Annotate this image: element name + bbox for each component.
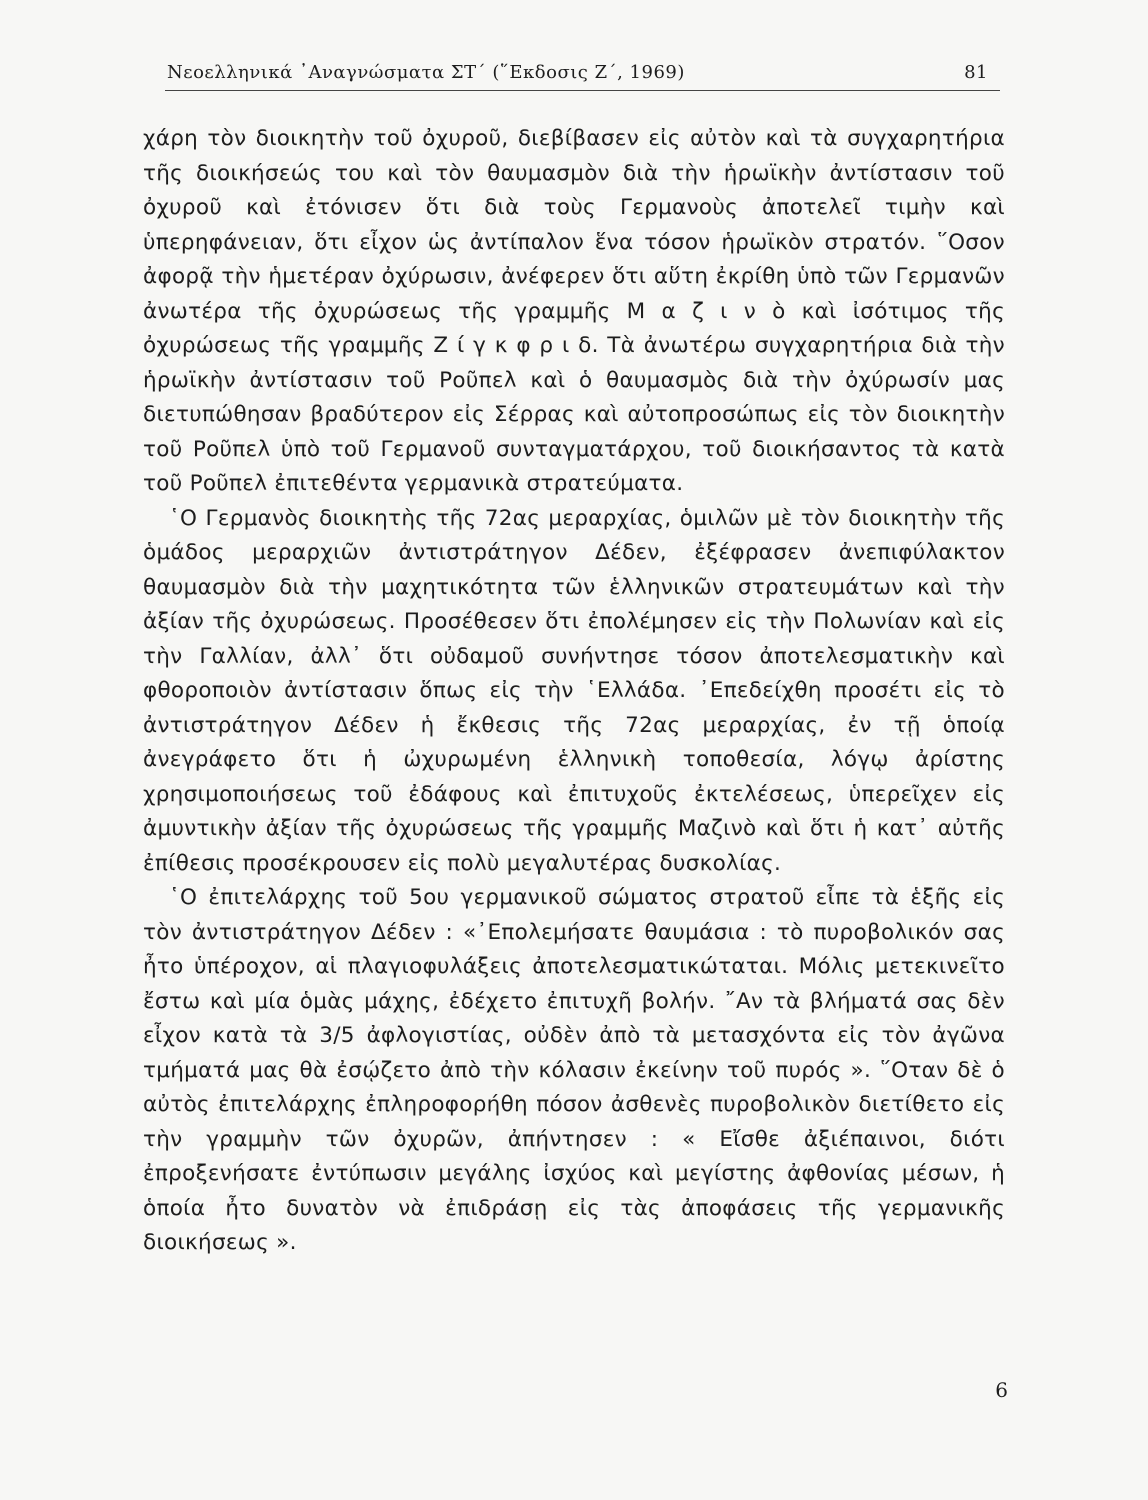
body-text: [143, 122, 1005, 1261]
paragraph: χάρη τὸν διοικητὴν τοῦ ὀχυροῦ, διεβίβασεν εἰς αὐτὸν καὶ τὰ συγχαρητήρια τῆς διοικήσεώς του καὶ τὸν θαυμασμὸν διὰ τὴν ἡρωϊκὴν ἀντίστασιν τοῦ ὀχυροῦ καὶ ἐτόνισεν ὅτι διὰ τοὺς Γερμανοὺς ἀποτελεῖ τιμὴν καὶ ὑπερηφάνειαν, ὅτι εἶχον ὡς ἀντίπαλον ἕνα τόσον ἡρωϊκὸν στρατόν. ῞Οσον ἀφορᾷ τὴν ἡμετέραν ὀχύρωσιν, ἀνέφερεν ὅτι αὕτη ἐκρίθη ὑπὸ τῶν Γερμανῶν ἀνωτέρα τῆς ὀχυρώσεως τῆς γραμμῆς Μ α ζ ι ν ὸ καὶ ἰσότιμος τῆς ὀχυρώσεως τῆς γραμμῆς Ζ ί γ κ φ ρ ι δ. Τὰ ἀνωτέρω συγχαρητήρια διὰ τὴν ἡρωϊκὴν ἀντίστασιν τοῦ Ροῦπελ καὶ ὁ θαυμασμὸς διὰ τὴν ὀχύρωσίν μας διετυπώθησαν βραδύτερον εἰς Σέρρας καὶ αὐτοπροσώπως εἰς τὸν διοικητὴν τοῦ Ροῦπελ ὑπὸ τοῦ Γερμανοῦ συνταγματάρχου, τοῦ διοικήσαντος τὰ κατὰ τοῦ Ροῦπελ ἐπιτεθέντα γερμανικὰ στρατεύματα.: [143, 126, 1005, 496]
signature-mark: 6: [995, 1378, 1008, 1402]
running-header: [165, 58, 1000, 91]
header-title: Νεοελληνικά ᾿Αναγνώσματα ΣΤ΄ (῞Εκδοσις Ζ΄, 1969): [167, 62, 685, 83]
paragraph: ῾Ο Γερμανὸς διοικητὴς τῆς 72ας μεραρχίας, ὁμιλῶν μὲ τὸν διοικητὴν τῆς ὁμάδος μεραρχιῶν ἀντιστράτηγον Δέδεν, ἐξέφρασεν ἀνεπιφύλακτον θαυμασμὸν διὰ τὴν μαχητικότητα τῶν ἑλληνικῶν στρατευμάτων καὶ τὴν ἀξίαν τῆς ὀχυρώσεως. Προσέθεσεν ὅτι ἐπολέμησεν εἰς τὴν Πολωνίαν καὶ εἰς τὴν Γαλλίαν, ἀλλ᾿ ὅτι οὐδαμοῦ συνήντησε τόσον ἀποτελεσματικὴν καὶ φθοροποιὸν ἀντίστασιν ὅπως εἰς τὴν ῾Ελλάδα. ᾿Επεδείχθη προσέτι εἰς τὸ ἀντιστράτηγον Δέδεν ἡ ἔκθεσις τῆς 72ας μεραρχίας, ἐν τῇ ὁποίᾳ ἀνεγράφετο ὅτι ἡ ὠχυρωμένη ἑλληνικὴ τοποθεσία, λόγῳ ἀρίστης χρησιμοποιήσεως τοῦ ἐδάφους καὶ ἐπιτυχοῦς ἐκτελέσεως, ὑπερεῖχεν εἰς ἀμυντικὴν ἀξίαν τῆς ὀχυρώσεως τῆς γραμμῆς Μαζινὸ καὶ ὅτι ἡ κατ᾿ αὐτῆς ἐπίθεσις προσέκρουσεν εἰς πολὺ μεγαλυτέρας δυσκολίας.: [143, 505, 1005, 876]
page-number: 81: [964, 62, 988, 83]
paragraph: ῾Ο ἐπιτελάρχης τοῦ 5ου γερμανικοῦ σώματος στρατοῦ εἶπε τὰ ἑξῆς εἰς τὸν ἀντιστράτηγον Δέδεν : «᾿Επολεμήσατε θαυμάσια : τὸ πυροβολικόν σας ἦτο ὑπέροχον, αἱ πλαγιοφυλάξεις ἀποτελεσματικώταται. Μόλις μετεκινεῖτο ἔστω καὶ μία ὁμὰς μάχης, ἐδέχετο ἐπιτυχῆ βολήν. ῎Αν τὰ βλήματά σας δὲν εἶχον κατὰ τὰ 3/5 ἀφλογιστίας, οὐδὲν ἀπὸ τὰ μετασχόντα εἰς τὸν ἀγῶνα τμήματά μας θὰ ἐσῴζετο ἀπὸ τὴν κόλασιν ἐκείνην τοῦ πυρός ». ῞Οταν δὲ ὁ αὐτὸς ἐπιτελάρχης ἐπληροφορήθη πόσον ἀσθενὲς πυροβολικὸν διετίθετο εἰς τὴν γραμμὴν τῶν ὀχυρῶν, ἀπήντησεν : « Εἴσθε ἀξιέπαινοι, διότι ἐπροξενήσατε ἐντύπωσιν μεγάλης ἰσχύος καὶ μεγίστης ἀφθονίας μέσων, ἡ ὁποία ἦτο δυνατὸν νὰ ἐπιδράσῃ εἰς τὰς ἀποφάσεις τῆς γερμανικῆς διοικήσεως ».: [143, 885, 1005, 1255]
